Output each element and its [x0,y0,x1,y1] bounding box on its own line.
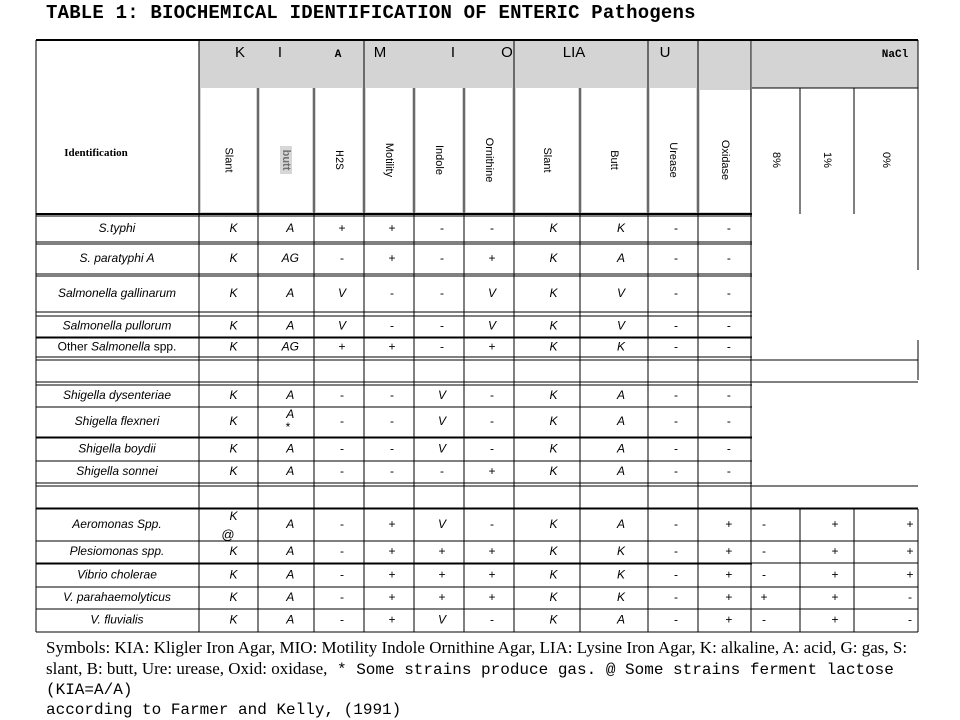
table-cell: + [488,590,496,605]
column-header-8: 8% [770,152,783,168]
table-cell: K [229,612,238,627]
header-cell-bg [802,90,852,212]
organism-name: S.typhi [98,221,136,236]
table-cell: + [388,339,396,354]
header-group-label: NaCl [881,49,909,61]
organism-name: V. fluvialis [90,612,144,627]
table-cell: + [906,517,914,532]
table-cell: K [549,339,558,354]
table-cell: - [440,286,444,301]
table-cell: V [616,318,625,333]
table-cell: - [908,590,912,605]
table-cell: - [726,441,731,456]
table-cell: V [437,414,447,429]
table-cell: - [674,517,678,532]
table-cell: + [438,544,446,559]
table-cell: - [390,414,394,429]
table-cell: - [726,339,731,354]
table-cell: - [674,339,678,354]
table-cell: + [488,567,496,582]
organism-name: Salmonella gallinarum [57,286,177,301]
table-cell: K [229,339,238,354]
table-cell: K [229,251,238,266]
table-cell: - [762,517,766,532]
table-cell: + [388,221,396,236]
table-cell: K [549,318,558,333]
table-cell: K [616,221,625,236]
table-cell: - [674,567,678,582]
table-cell: - [340,251,344,266]
table-cell: - [908,612,912,627]
table-cell: A [286,441,295,456]
table-title: TABLE 1: BIOCHEMICAL IDENTIFICATION OF ENTERIC Pathogens [46,2,696,24]
table-cell: + [438,590,446,605]
header-group-label: K [234,44,246,61]
butt-highlight [280,146,292,174]
organism-name: Shigella sonnei [76,464,158,479]
table-cell: + [725,612,733,627]
column-header-oxidase: Oxidase [719,139,732,181]
table-cell: A [286,590,295,605]
table-cell: - [674,544,678,559]
table-cell: - [490,414,494,429]
table-cell: K [229,318,238,333]
table-cell: + [388,590,396,605]
header-cell-bg [754,90,798,212]
table-cell: A [616,388,625,403]
table-cell: + [906,544,914,559]
table-cell: K [229,509,238,524]
table-cell: - [490,221,494,236]
table-cell: K [229,286,238,301]
table-cell: - [440,339,444,354]
table-cell: K [229,441,238,456]
table-cell: A [286,464,295,479]
table-cell: - [340,388,344,403]
table-cell: - [674,251,678,266]
table-cell: K [549,567,558,582]
table-caption [46,638,946,720]
organism-name: Plesiomonas spp. [69,544,165,559]
table-cell: + [388,517,396,532]
table-cell: K [616,544,625,559]
column-header-slant: Slant [541,147,554,173]
table-cell: A [616,612,625,627]
table-cell: K [549,517,558,532]
table-cell: + [438,567,446,582]
table-cell: - [726,286,731,301]
table-cell: K [549,590,558,605]
table-cell: - [674,414,678,429]
table-cell: + [338,221,346,236]
table-cell: K [616,339,625,354]
table-cell: - [390,286,394,301]
table-cell: K [229,414,238,429]
header-group-label: A [334,49,342,61]
table-cell: A [286,388,295,403]
column-header-1: 1% [821,152,834,168]
column-header-h2s: H2S [332,150,345,170]
header-group-label: U [659,44,671,61]
table-cell: K [549,414,558,429]
table-cell: + [725,590,733,605]
table-cell: K [549,388,558,403]
table-cell: A [286,612,295,627]
table-cell: V [437,388,447,403]
column-header-ornithine: Ornithine [483,137,496,183]
table-cell: - [674,612,678,627]
table-cell: - [490,441,494,456]
header-group-label: I [277,44,283,61]
table-cell: K [549,221,558,236]
table-cell: A [616,441,625,456]
table-cell: - [440,221,444,236]
caption-symbols: Symbols: KIA: Kligler Iron Agar, MIO: Motility Indole Ornithine Agar, LIA: Lysine Iron Agar, K: alkaline, A: acid, G: gas, S: slant, B: butt, Ure: urease, Oxid: oxidase, [46,638,908,678]
table-cell: - [762,567,766,582]
table-cell: + [388,612,396,627]
table-cell: - [440,464,444,479]
table-cell: + [725,544,733,559]
table-cell: - [674,388,678,403]
table-cell: A [616,517,625,532]
table-cell: K [229,590,238,605]
table-cell: + [388,567,396,582]
table-cell: + [488,339,496,354]
table-cell: - [674,318,678,333]
table-cell: - [674,286,678,301]
table-cell: K [229,544,238,559]
table-cell: - [726,388,731,403]
table-cell: - [726,221,731,236]
table-cell: - [726,414,731,429]
table-cell: + [488,544,496,559]
table-cell: - [390,464,394,479]
table-cell: + [831,567,839,582]
organism-name: Shigella flexneri [74,414,160,429]
table-cell: - [340,441,344,456]
organism-name: V. parahaemolyticus [63,590,171,605]
table-cell: - [340,414,344,429]
table-cell: V [437,517,447,532]
table-cell: - [340,464,344,479]
organism-name: Aeromonas Spp. [72,517,162,532]
organism-name: Shigella boydii [78,441,156,456]
table-cell: - [340,517,344,532]
table-cell: + [831,517,839,532]
table-cell: - [390,441,394,456]
table-cell: + [388,251,396,266]
table-cell: - [674,464,678,479]
column-header-butt: Butt [608,150,621,170]
table-cell: K [549,286,558,301]
identification-header: Identification [64,147,128,159]
header-group-label: LIA [562,44,586,61]
table-cell: - [340,590,344,605]
table-cell: K [616,567,625,582]
table-cell: - [390,388,394,403]
table-cell: K [229,388,238,403]
table-cell: + [338,339,346,354]
table-cell: K [229,221,238,236]
table-cell: K [549,441,558,456]
table-cell: - [490,612,494,627]
table-cell: - [390,318,394,333]
table-cell: + [906,567,914,582]
table-cell: AG [281,251,299,266]
table-cell: A [616,414,625,429]
table-cell: A [616,251,625,266]
table-cell: K [229,567,238,582]
organism-name: Salmonella pullorum [62,318,172,333]
table-cell: V [337,318,347,333]
organism-name: S. paratyphi A [79,251,155,266]
column-header-0: 0% [880,152,893,168]
nacl-header-fill [752,40,918,88]
at-mark: @ [221,527,235,542]
table-cell: K [549,544,558,559]
table-cell: V [487,318,497,333]
table-cell: V [616,286,625,301]
table-cell: V [437,441,447,456]
table-cell: - [490,388,494,403]
table-cell: + [488,251,496,266]
table-cell: + [725,567,733,582]
table-cell: - [762,612,766,627]
table-cell: - [440,251,444,266]
table-cell: - [674,221,678,236]
organism-name: Other Salmonella spp. [57,339,177,354]
table-cell: K [549,464,558,479]
caption-notes: * Some strains produce gas. @ Some strains ferment lactose (KIA=A/A) [46,661,894,699]
table-cell: - [762,544,766,559]
table-cell: A [286,544,295,559]
table-cell: - [726,251,731,266]
table-cell: A [616,464,625,479]
header-group-label: M [373,44,387,61]
table-cell: V [487,286,497,301]
table-cell: - [726,464,731,479]
table-cell: + [831,612,839,627]
column-header-slant: Slant [222,147,235,173]
header-group-label: O [501,44,513,61]
organism-name: Vibrio cholerae [77,567,157,582]
table-cell: - [340,612,344,627]
table-cell: + [831,590,839,605]
table-cell: K [616,590,625,605]
table-cell: AG [281,339,299,354]
table-cell: - [440,318,444,333]
table-cell: A [286,407,295,422]
table-cell: - [340,567,344,582]
table-cell: - [674,590,678,605]
table-cell: K [229,464,238,479]
table-cell: A [286,318,295,333]
table-cell: K [549,612,558,627]
table-cell: V [437,612,447,627]
column-header-urease: Urease [667,142,680,178]
table-cell: - [340,544,344,559]
table-cell: - [726,318,731,333]
column-header-motility: Motility [383,142,396,178]
table-cell: - [674,441,678,456]
column-header-indole: Indole [433,145,446,175]
table-cell: + [831,544,839,559]
table-cell: A [286,517,295,532]
organism-name: Shigella dysenteriae [62,388,172,403]
table-cell: A [286,286,295,301]
table-cell: V [337,286,347,301]
header-group-label: I [450,44,456,61]
table-cell: + [488,464,496,479]
table-cell: K [549,251,558,266]
table-cell: A [286,221,295,236]
table-cell: + [388,544,396,559]
table-cell: + [725,517,733,532]
table-cell: A [286,567,295,582]
caption-reference: according to Farmer and Kelly, (1991) [46,701,402,719]
table-cell: + [760,590,768,605]
asterisk-mark: * [285,420,291,434]
table-cell: - [490,517,494,532]
